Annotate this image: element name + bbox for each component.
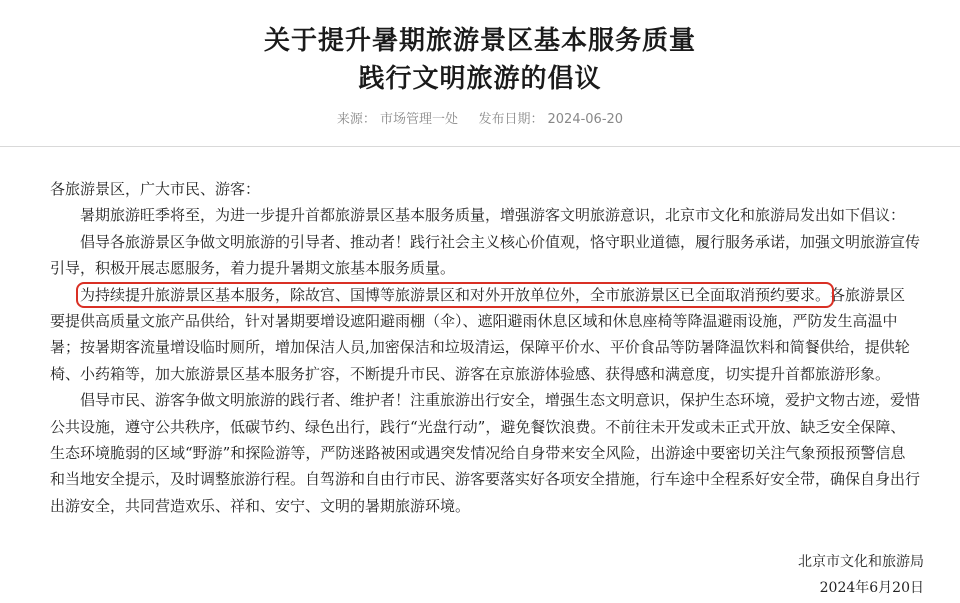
source-label: 来源： [336,112,376,127]
paragraph-service-rest: 各旅游景区要提供高质量文旅产品供给，针对暑期要增设遮阳避雨棚（伞）、遮阳避雨休息区域和休息座椅等降温避雨设施，严防发生高温中暑；按暑期客流量增设临时厕所，增加保洁人员,加密保洁和垃圾清运，保障平价水、平价食品等防暑降温饮料和简餐供给，提供轮椅、小药箱等，加大旅游景区基本服务扩容，不断提升市民、游客在京旅游体验感、获得感和满意度，切实提升首都旅游形象。 [50,285,910,383]
paragraph-service [50,282,920,388]
article-meta [0,108,960,127]
header-divider [0,146,960,147]
paragraph-intro: 暑期旅游旺季将至，为进一步提升首都旅游景区基本服务质量，增强游客文明旅游意识，北京市文化和旅游局发出如下倡议： [80,206,906,225]
highlighted-sentence: 为持续提升旅游景区基本服务，除故宫、国博等旅游景区和对外开放单位外，全市旅游景区已全面取消预约要求。 [80,285,831,304]
title-line-1: 关于提升暑期旅游景区基本服务质量 [263,26,696,56]
article-body [50,176,920,519]
paragraph-tourist-guide: 倡导市民、游客争做文明旅游的践行者、维护者！注重旅游出行安全，增强生态文明意识，保护生态环境，爱护文物古迹，爱惜公共设施，遵守公共秩序，低碳节约、绿色出行，践行“光盘行动”，避免餐饮浪费。不前往未开发或未正式开放、缺乏安全保障、生态环境脆弱的区域“野游”和探险游等，严防迷路被困或遇突发情况给自身带来安全风险，出游途中要密切关注气象预报预警信息和当地安全提示，及时调整旅游行程。自驾游和自由行市民、游客要落实好各项安全措施，行车途中全程系好安全带，确保自身出行出游安全，共同营造欢乐、祥和、安宁、文明的暑期旅游环境。 [50,391,921,515]
title-line-2: 践行文明旅游的倡议 [358,64,602,94]
salutation: 各旅游景区，广大市民、游客： [50,180,261,198]
signature-org: 北京市文化和旅游局 [798,554,924,570]
page-title [0,22,960,98]
date-label: 发布日期： [478,112,544,127]
signature-block [798,549,924,601]
paragraph-scenic-guide: 倡导各旅游景区争做文明旅游的引导者、推动者！践行社会主义核心价值观，恪守职业道德，履行服务承诺，加强文明旅游宣传引导，积极开展志愿服务，着力提升暑期文旅基本服务质量。 [50,232,921,278]
signature-date: 2024年6月20日 [819,580,924,596]
source-value: 市场管理一处 [379,112,458,127]
date-value: 2024-06-20 [547,112,624,127]
